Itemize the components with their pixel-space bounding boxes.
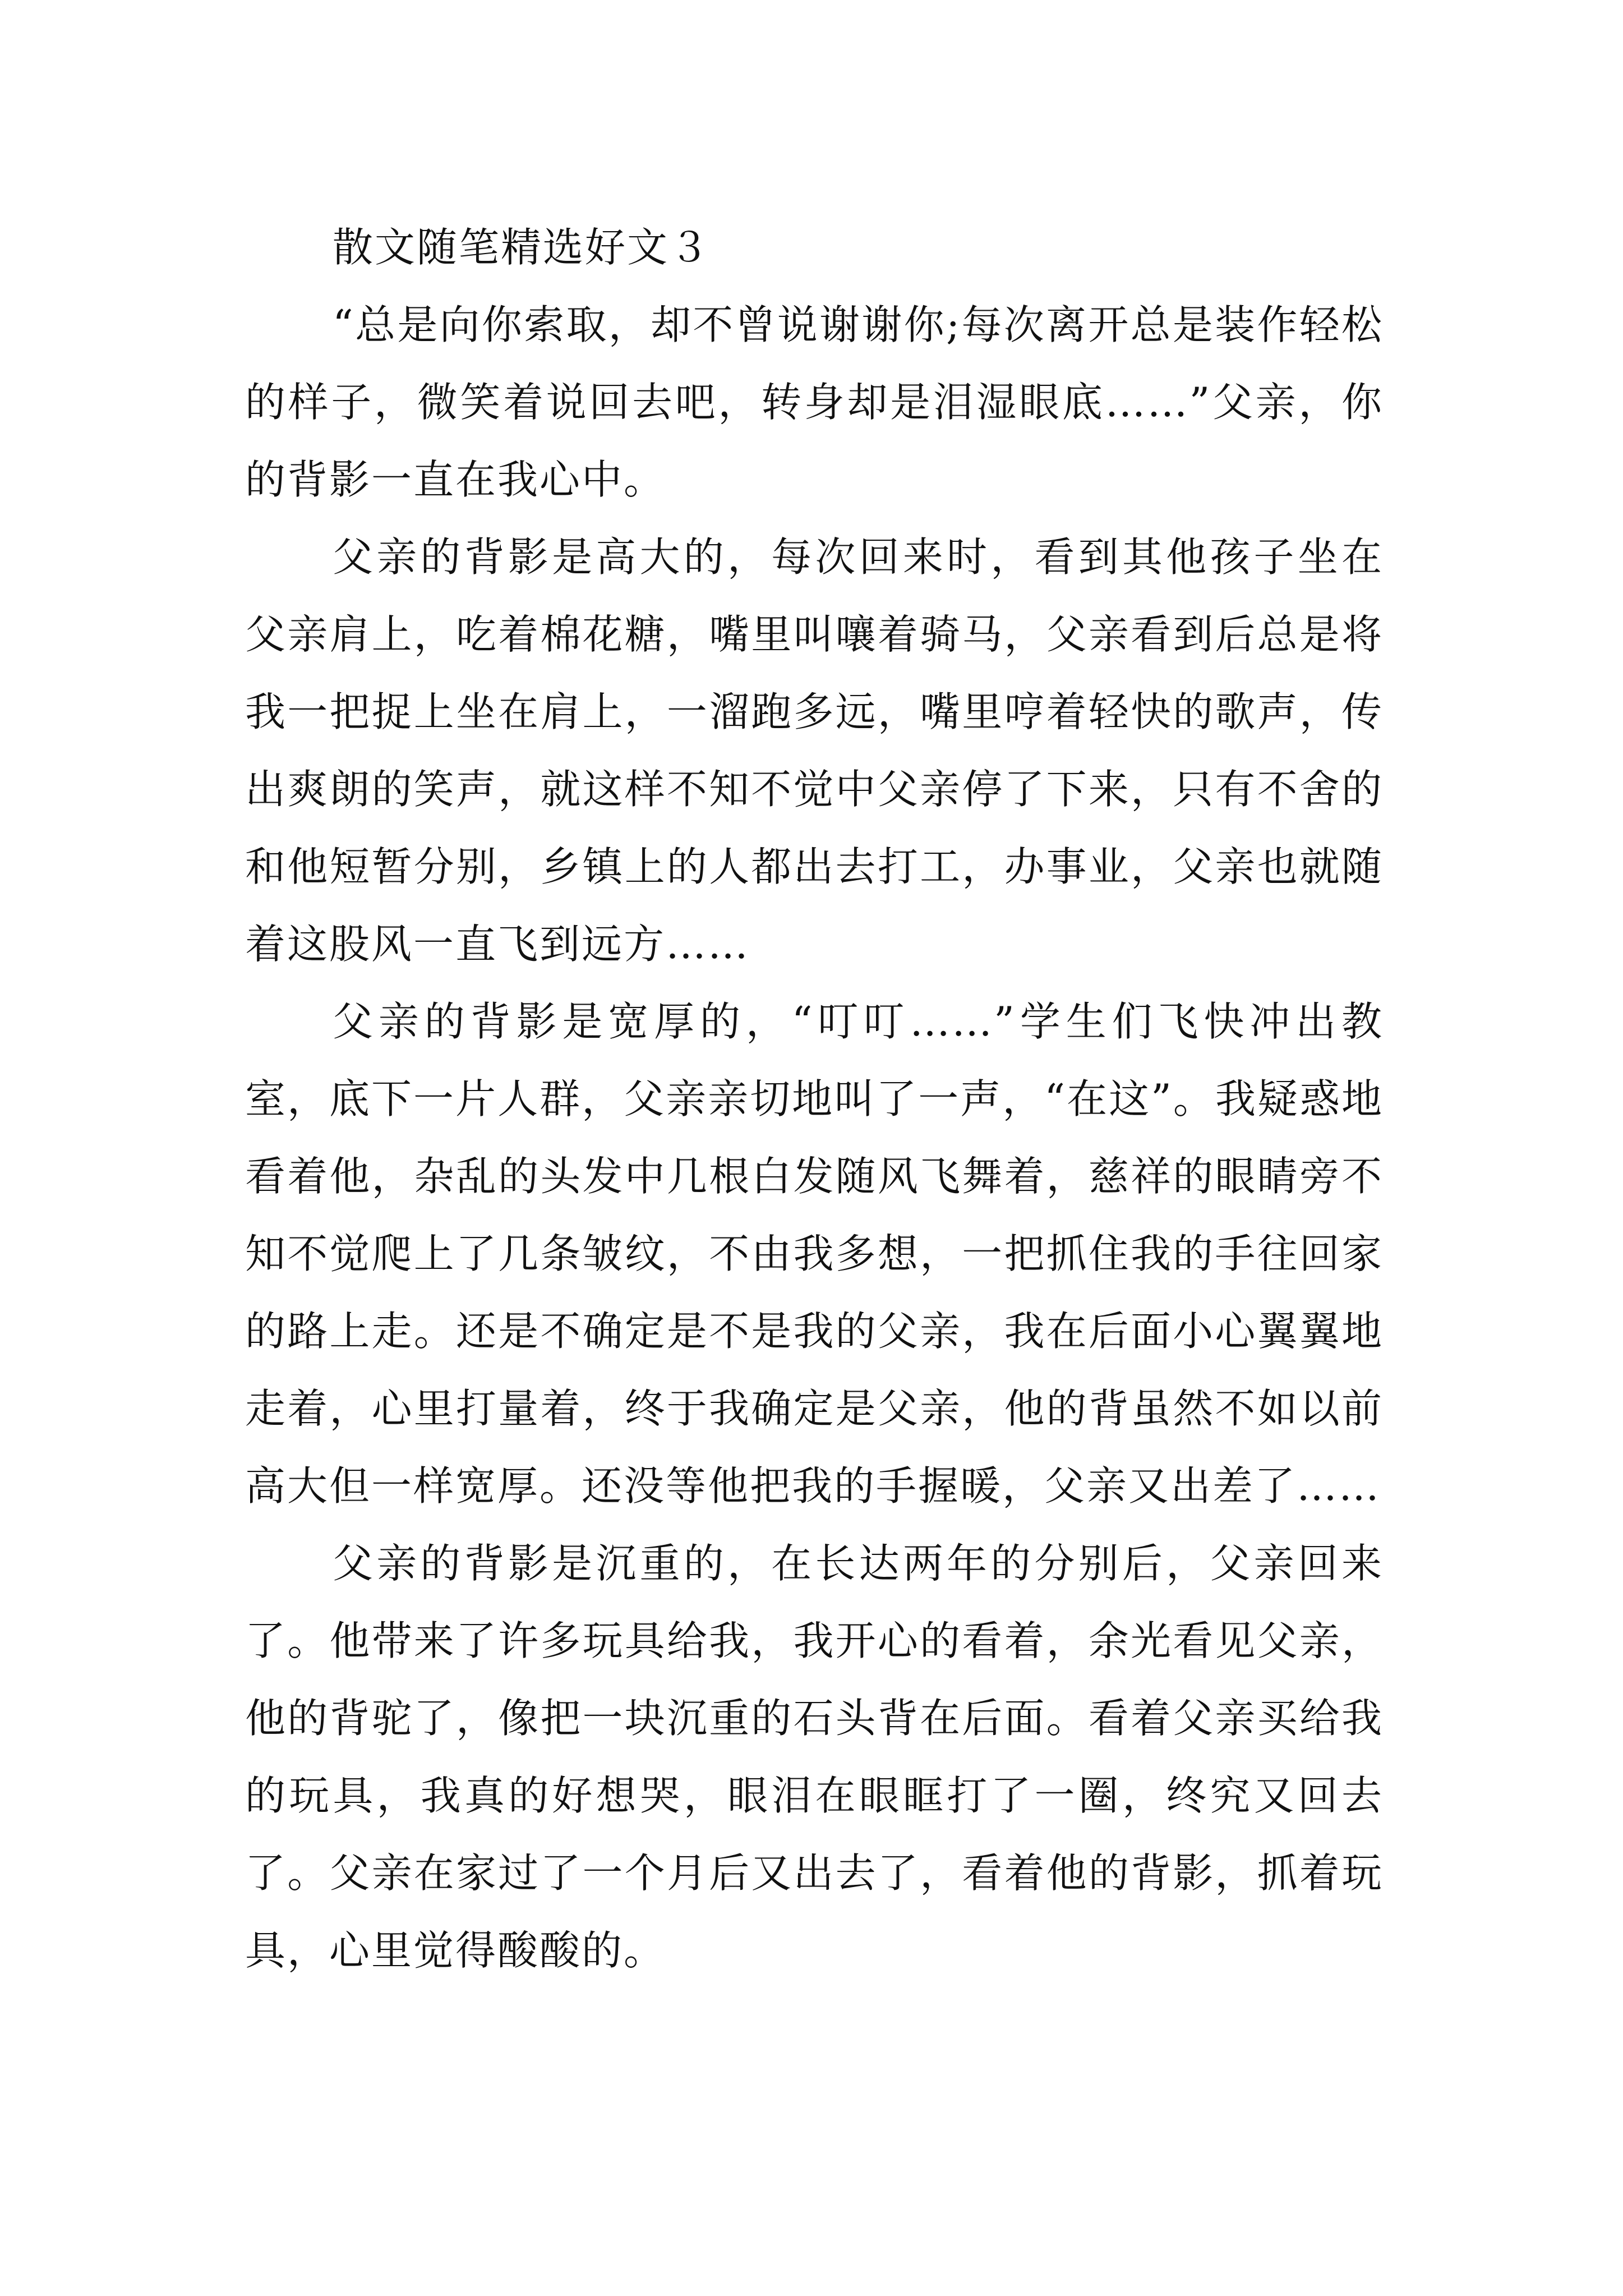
paragraph-2: 父亲的背影是高大的，每次回来时，看到其他孩子坐在父亲肩上，吃着棉花糖，嘴里叫嚷着骑马，父亲看到后总是将我一把捉上坐在肩上，一溜跑多远，嘴里哼着轻快的歌声，传出爽朗的笑声，就这样不知不觉中父亲停了下来，只有不舍的和他短暂分别，乡镇上的人都出去打工，办事业，父亲也就随着这股风一直飞到远方……: [245, 533, 1384, 968]
paragraph-1: “总是向你索取，却不曾说谢谢你;每次离开总是装作轻松的样子，微笑着说回去吧，转身却是泪湿眼底……”父亲，你的背影一直在我心中。: [245, 301, 1384, 503]
document-title: 散文随笔精选好文３: [333, 224, 712, 271]
paragraph-4: 父亲的背影是沉重的，在长达两年的分别后，父亲回来了。他带来了许多玩具给我，我开心的看着，余光看见父亲，他的背驼了，像把一块沉重的石头背在后面。看着父亲买给我的玩具，我真的好想哭，眼泪在眼眶打了一圈，终究又回去了。父亲在家过了一个月后又出去了，看着他的背影，抓着玩具，心里觉得酸酸的。: [245, 1540, 1384, 1974]
document-body: [245, 209, 1384, 1989]
paragraph-3: 父亲的背影是宽厚的，“叮叮……”学生们飞快冲出教室，底下一片人群，父亲亲切地叫了一声，“在这”。我疑惑地看着他，杂乱的头发中几根白发随风飞舞着，慈祥的眼睛旁不知不觉爬上了几条皱纹，不由我多想，一把抓住我的手往回家的路上走。还是不确定是不是我的父亲，我在后面小心翼翼地走着，心里打量着，终于我确定是父亲，他的背虽然不如以前高大但一样宽厚。还没等他把我的手握暖，父亲又出差了……: [245, 998, 1384, 1510]
